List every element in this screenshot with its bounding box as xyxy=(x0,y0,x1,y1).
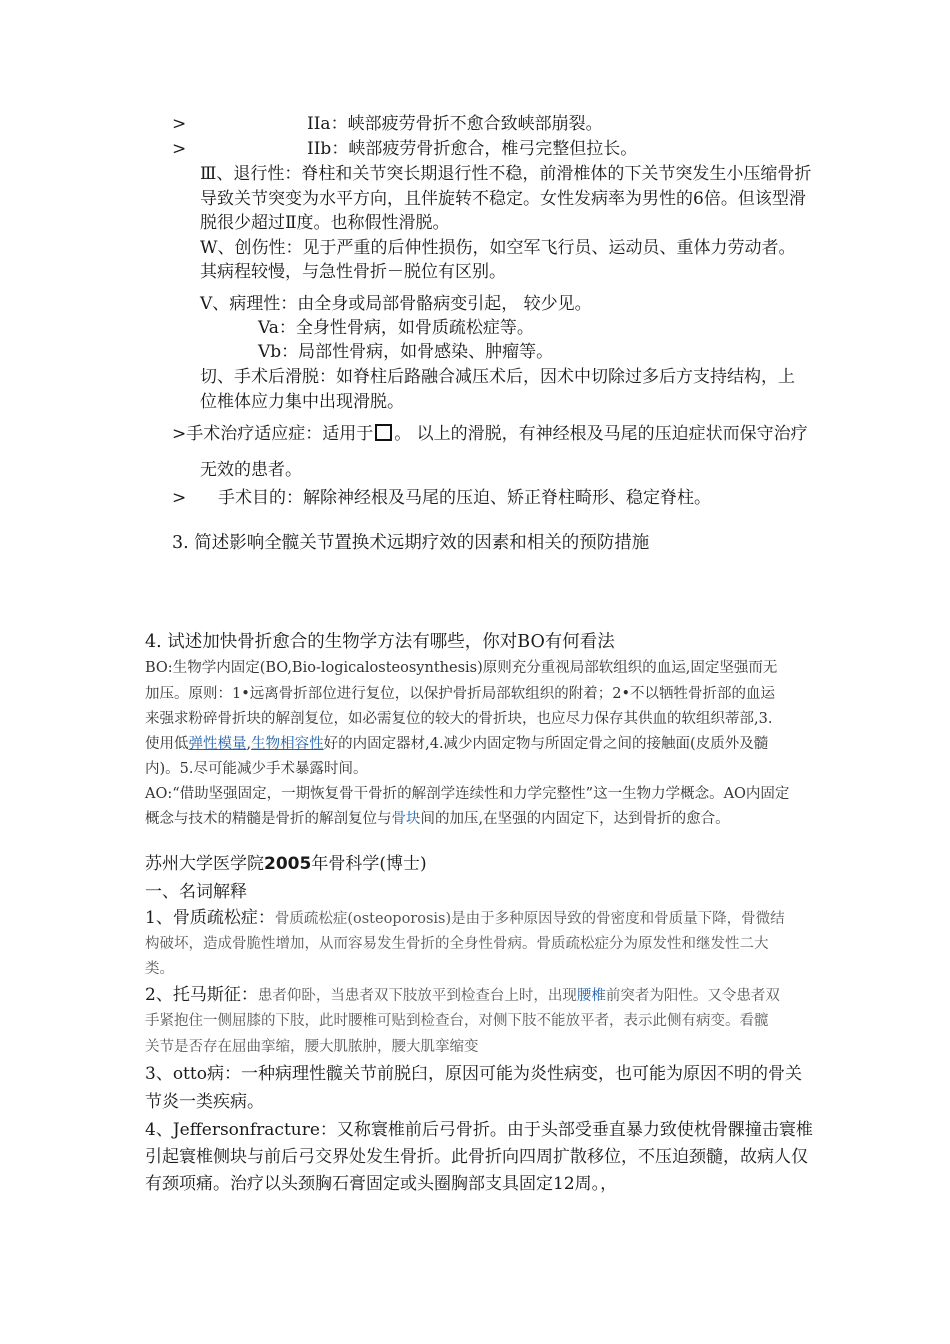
text-line: 切、手术后滑脱：如脊柱后路融合减压术后，因术中切除过多后方支持结构，上 xyxy=(200,367,795,387)
list-item-iib xyxy=(172,137,638,161)
bullet-marker: > xyxy=(172,139,187,159)
text-line: 构破坏，造成骨脆性增加，从而容易发生骨折的全身性骨病。骨质疏松症分为原发性和继发性二大 xyxy=(145,936,769,952)
text-line: Va：全身性骨病，如骨质疏松症等。 xyxy=(258,318,534,338)
text-segment: >手术治疗适应症：适用于 xyxy=(172,424,374,444)
text-line: 类。 xyxy=(145,961,174,977)
text-segment: 使用低 xyxy=(145,736,189,752)
text-segment: 苏州大学医学院 xyxy=(145,854,264,874)
term-heading: 1、骨质疏松症： xyxy=(145,908,275,928)
text-line: 内)。5.尽可能减少手术暴露时间。 xyxy=(145,761,368,777)
list-item-surgery-goal xyxy=(172,486,711,510)
item-text: IIa：峡部疲劳骨折不愈合致峡部崩裂。 xyxy=(307,114,603,134)
exam-year: 2005 xyxy=(264,854,312,874)
link-elastic-modulus[interactable]: 弹性模量 xyxy=(188,736,247,752)
text-line: AO:“借助坚强固定，一期恢复骨干骨折的解剖学连续性和力学完整性”这一生物力学概念。AO内固定 xyxy=(145,786,790,802)
text-segment: 好的内固定器材,4.减少内固定物与所固定骨之间的接触面(皮质外及髓 xyxy=(323,736,769,752)
text-line xyxy=(145,807,730,831)
text-segment: 概念与技术的精髓是骨折的解剖复位与 xyxy=(145,811,392,827)
term-3-line-1: 3、otto病：一种病理性髋关节前脱臼，原因可能为炎性病变，也可能为原因不明的骨关 xyxy=(145,1064,802,1084)
link-bone-fragment[interactable]: 骨块 xyxy=(391,811,421,827)
text-line: 引起寰椎侧块与前后弓交界处发生骨折。此骨折向四周扩散移位，不压迫颈髓，故病人仅 xyxy=(145,1147,808,1167)
checkbox-symbol-icon xyxy=(375,424,392,441)
text-line: W、创伤性：见于严重的后伸性损伤，如空军飞行员、运动员、重体力劳动者。 xyxy=(200,238,796,258)
text-line: 来强求粉碎骨折块的解剖复位，如必需复位的较大的骨折块，也应尽力保存其供血的软组织蒂部,3. xyxy=(145,711,773,727)
question-4-title: 4. 试述加快骨折愈合的生物学方法有哪些，你对BO有何看法 xyxy=(145,632,615,652)
link-lumbar[interactable]: 腰椎 xyxy=(576,988,606,1004)
text-line: 导致关节突变为水平方向，且伴旋转不稳定。女性发病率为男性的6倍。但该型滑 xyxy=(200,189,806,209)
term-definition: 患者仰卧，当患者双下肢放平到检查台上时，出现 xyxy=(257,988,577,1004)
item-text: 手术目的：解除神经根及马尾的压迫、矫正脊柱畸形、稳定脊柱。 xyxy=(218,488,711,508)
text-segment: 间的加压,在坚强的内固定下，达到骨折的愈合。 xyxy=(420,811,730,827)
text-segment: 年骨科学(博士) xyxy=(311,854,427,874)
text-line: 其病程较慢，与急性骨折－脱位有区别。 xyxy=(200,262,506,282)
text-line: Ⅲ、退行性：脊柱和关节突长期退行性不稳，前滑椎体的下关节突发生小压缩骨折 xyxy=(200,164,812,184)
text-line xyxy=(145,732,768,756)
term-definition: 前突者为阳性。又令患者双 xyxy=(605,988,780,1004)
text-line: 关节是否存在屈曲挛缩，腰大肌脓肿，腰大肌挛缩变 xyxy=(145,1039,479,1055)
term-4-line-1: 4、Jeffersonfracture：又称寰椎前后弓骨折。由于头部受垂直暴力致使枕骨髁撞击寰椎 xyxy=(145,1120,813,1140)
text-line: 加压。原则：1•远离骨折部位进行复位，以保护骨折局部软组织的附着；2•不以牺牲骨折部的血运 xyxy=(145,686,776,702)
text-line: 无效的患者。 xyxy=(200,460,302,480)
section-heading: 一、名词解释 xyxy=(145,882,247,902)
text-segment: , xyxy=(246,736,252,752)
bullet-marker: > xyxy=(172,488,187,508)
text-line: 位椎体应力集中出现滑脱。 xyxy=(200,392,404,412)
bullet-marker: > xyxy=(172,114,187,134)
term-definition: 骨质疏松症(osteoporosis)是由于多种原因导致的骨密度和骨质量下降，骨微结 xyxy=(274,911,785,927)
item-text: IIb：峡部疲劳骨折愈合，椎弓完整但拉长。 xyxy=(307,139,638,159)
text-line: 有颈项痛。治疗以头颈胸石膏固定或头圈胸部支具固定12周。， xyxy=(145,1174,618,1194)
list-item-iia xyxy=(172,112,603,136)
surgery-indication-line xyxy=(172,422,808,446)
term-2-line-1 xyxy=(145,983,780,1008)
text-line: 节炎一类疾病。 xyxy=(145,1092,264,1112)
text-line: V、病理性：由全身或局部骨骼病变引起， 较少见。 xyxy=(200,294,592,314)
text-line: 脱很少超过Ⅱ度。也称假性滑脱。 xyxy=(200,213,450,233)
term-heading: 2、托马斯征： xyxy=(145,985,258,1005)
term-1-line-1 xyxy=(145,906,785,931)
text-line: BO:生物学内固定(BO,Bio-logicalosteosynthesis)原则充分重视局部软组织的血运,固定坚强而无 xyxy=(145,660,778,676)
exam-title xyxy=(145,852,427,876)
text-segment: 。 以上的滑脱，有神经根及马尾的压迫症状而保守治疗 xyxy=(394,424,808,444)
question-3: 3. 简述影响全髋关节置换术远期疗效的因素和相关的预防措施 xyxy=(172,533,650,553)
text-line: Vb：局部性骨病，如骨感染、肿瘤等。 xyxy=(258,342,554,362)
link-biocompatibility[interactable]: 生物相容性 xyxy=(251,736,324,752)
text-line: 手紧抱住一侧屈膝的下肢，此时腰椎可贴到检查台，对侧下肢不能放平者，表示此侧有病变。看髋 xyxy=(145,1013,769,1029)
